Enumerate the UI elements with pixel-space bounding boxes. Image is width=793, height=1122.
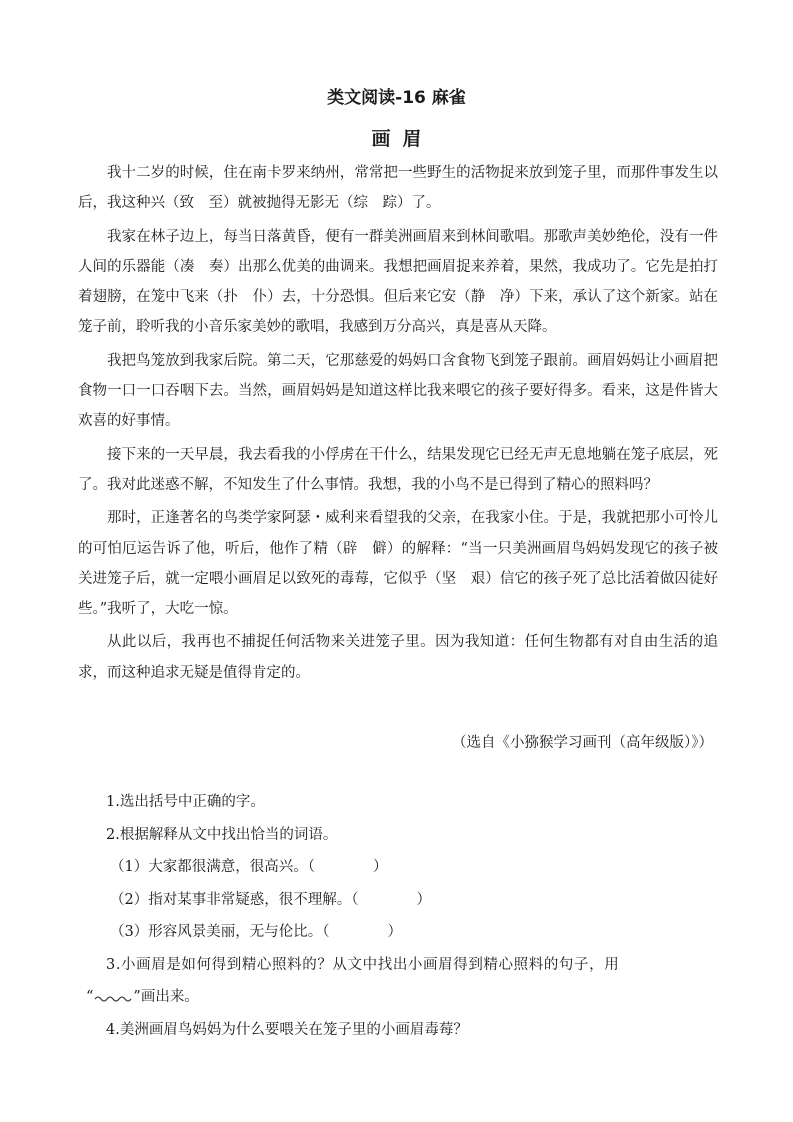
question-3 <box>78 949 718 982</box>
close-paren: ） <box>416 891 431 908</box>
page-title: 类文阅读-16 麻雀 <box>327 88 466 108</box>
article-paragraph: 从此以后，我再也不捕捉任何活物来关进笼子里。因为我知道：任何生物都有对自由生活的追求，而这种追求无疑是值得肯定的。 <box>78 634 718 681</box>
article-paragraph: 我家在林子边上，每当日落黄昏，便有一群美洲画眉来到林间歌唱。那歌声美妙绝伦，没有一件人间的乐器能（凑 奏）出那么优美的曲调来。我想把画眉捉来养着，果然，我成功了。它先是拍打着翅膀，在笼中飞来（扑 仆）去，十分恐惧。但后来它安（静 净）下来，承认了这个新家。站在笼子前，聆听我的小音乐家美妙的歌唱，我感到万分高兴，真是喜从天降。 <box>78 228 718 336</box>
question-2-2 <box>78 884 718 917</box>
question-4: 4.美洲画眉鸟妈妈为什么要喂关在笼子里的小画眉毒莓？ <box>106 1021 468 1038</box>
question-3-text: 3.小画眉是如何得到精心照料的？从文中找出小画眉得到精心照料的句子，用 <box>106 956 620 973</box>
question-1: 1.选出括号中正确的字。 <box>106 794 265 810</box>
question-2-3 <box>78 916 718 949</box>
article-paragraph: 我十二岁的时候，住在南卡罗来纳州，常常把一些野生的活物捉来放到笼子里，而那件事发生以后，我这种兴（致 至）就被抛得无影无（综 踪）了。 <box>78 165 718 212</box>
question-3-cont <box>78 981 718 1014</box>
article-paragraph: 我把鸟笼放到我家后院。第二天，它那慈爱的妈妈口含食物飞到笼子跟前。画眉妈妈让小画眉把食物一口一口吞咽下去。当然，画眉妈妈是知道这样比我来喂它的孩子要好得多。看来，这是件皆大欢喜的好事情。 <box>78 352 718 430</box>
article-title: 画眉 <box>371 128 434 150</box>
questions-section <box>78 786 718 1046</box>
wavy-underline-icon <box>93 989 133 1003</box>
article-paragraph: 接下来的一天早晨，我去看我的小俘虏在干什么，结果发现它已经无声无息地躺在笼子底层，死了。我对此迷惑不解，不知发生了什么事情。我想，我的小鸟不是已得到了精心的照料吗？ <box>78 446 718 493</box>
close-paren: ） <box>372 859 388 875</box>
close-paren: ） <box>387 924 402 940</box>
article-body <box>78 158 718 688</box>
article-paragraph: 那时，正逢著名的鸟类学家阿瑟・威利来看望我的父亲，在我家小住。于是，我就把那小可怜儿的可怕厄运告诉了他，听后，他作了精（辟 僻）的解释：“当一只美洲画眉鸟妈妈发现它的孩子被关进笼子后，就一定喂小画眉足以致死的毒莓，它似乎（坚 艰）信它的孩子死了总比活着做囚徒好些。”我听了，大吃一惊。 <box>78 510 718 618</box>
question-2-1-text: （1）大家都很满意，很高兴。（ <box>110 859 315 875</box>
question-3-text-end: ”画出来。 <box>133 989 199 1005</box>
question-2: 2.根据解释从文中找出恰当的词语。 <box>106 826 338 843</box>
question-2-3-text: （3）形容风景美丽，无与伦比。（ <box>110 924 330 940</box>
open-quote: “ <box>86 989 94 1005</box>
question-2-1 <box>78 851 718 884</box>
question-2-2-text: （2）指对某事非常疑惑，很不理解。（ <box>110 891 359 908</box>
article-source: （选自《小猕猴学习画刊（高年级版）》） <box>452 735 713 751</box>
